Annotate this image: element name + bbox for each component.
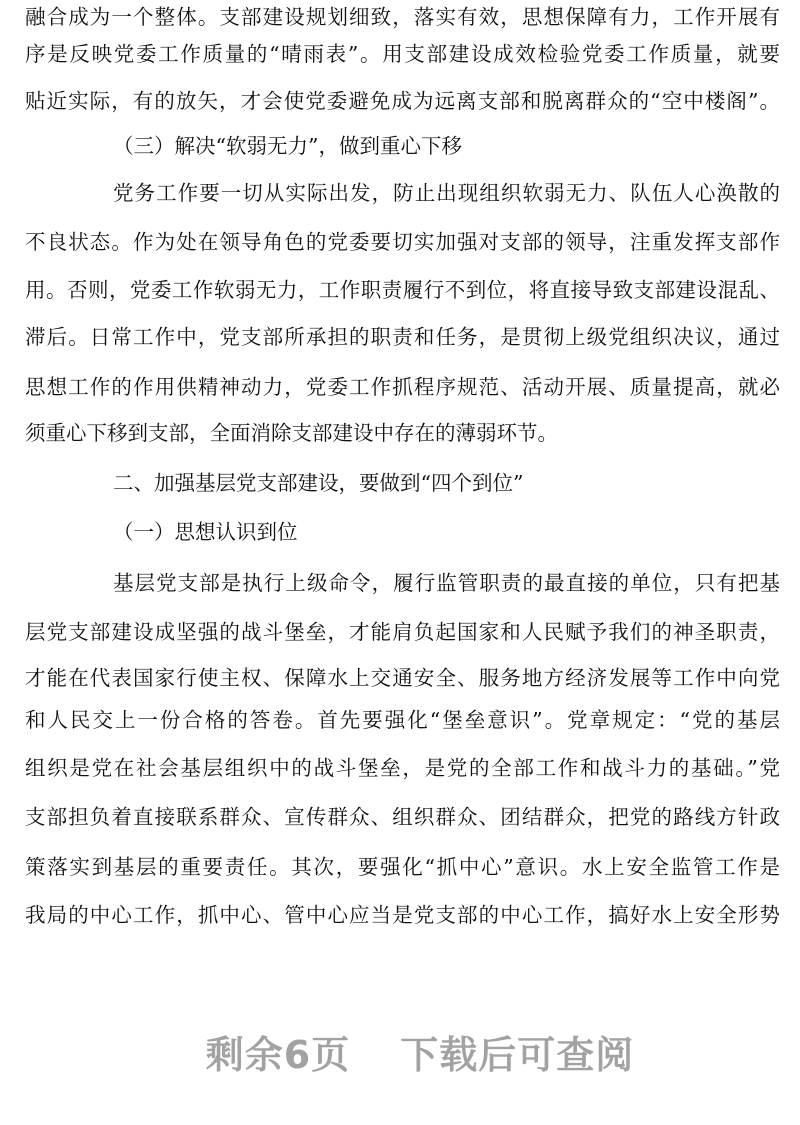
paragraph-line: 和人民交上一份合格的答卷。首先要强化“堡垒意识”。党章规定：“党的基层 (25, 708, 780, 732)
paragraph-line: 贴近实际，有的放矢，才会使党委避免成为远离支部和脱离群众的“空中楼阁”。 (25, 89, 780, 113)
remaining-pages-label: 剩余6页 (205, 1033, 351, 1077)
section-heading: 二、加强基层党支部建设，要做到“四个到位” (113, 471, 524, 495)
paragraph-line: 序是反映党委工作质量的“晴雨表”。用支部建设成效检验党委工作质量，就要 (25, 42, 780, 66)
section-heading: （三）解决“软弱无力”，做到重心下移 (113, 134, 462, 158)
section-heading: （一）思想认识到位 (113, 520, 298, 544)
paragraph-line: 才能在代表国家行使主权、保障水上交通安全、服务地方经济发展等工作中向党 (25, 666, 780, 690)
paragraph-line: 不良状态。作为处在领导角色的党委要切实加强对支部的领导，注重发挥支部作 (25, 230, 780, 254)
paragraph-line: 组织是党在社会基层组织中的战斗堡垒，是党的全部工作和战斗力的基础。”党 (25, 756, 780, 780)
paragraph-line: 我局的中心工作，抓中心、管中心应当是党支部的中心工作，搞好水上安全形势 (25, 903, 780, 927)
paragraph-line: 策落实到基层的重要责任。其次，要强化“抓中心”意识。水上安全监管工作是 (25, 855, 780, 879)
paragraph-line: 基层党支部是执行上级命令，履行监管职责的最直接的单位，只有把基 (113, 571, 780, 595)
download-banner[interactable] (0, 1024, 800, 1079)
paragraph-line: 思想工作的作用供精神动力，党委工作抓程序规范、活动开展、质量提高，就必 (25, 375, 780, 399)
paragraph-line: 融合成为一个整体。支部建设规划细致，落实有效，思想保障有力，工作开展有 (25, 5, 780, 29)
paragraph-line: 用。否则，党委工作软弱无力，工作职责履行不到位，将直接导致支部建设混乱、 (25, 278, 780, 302)
paragraph-line: 支部担负着直接联系群众、宣传群众、组织群众、团结群众，把党的路线方针政 (25, 805, 780, 829)
paragraph-line: 层党支部建设成坚强的战斗堡垒，才能肩负起国家和人民赋予我们的神圣职责， (25, 620, 780, 644)
download-hint-label[interactable]: 下载后可查阅 (400, 1033, 635, 1077)
paragraph-line: 党务工作要一切从实际出发，防止出现组织软弱无力、队伍人心涣散的 (113, 181, 780, 205)
paragraph-line: 滞后。日常工作中，党支部所承担的职责和任务，是贯彻上级党组织决议，通过 (25, 325, 780, 349)
paragraph-line: 须重心下移到支部，全面消除支部建设中存在的薄弱环节。 (25, 421, 558, 445)
